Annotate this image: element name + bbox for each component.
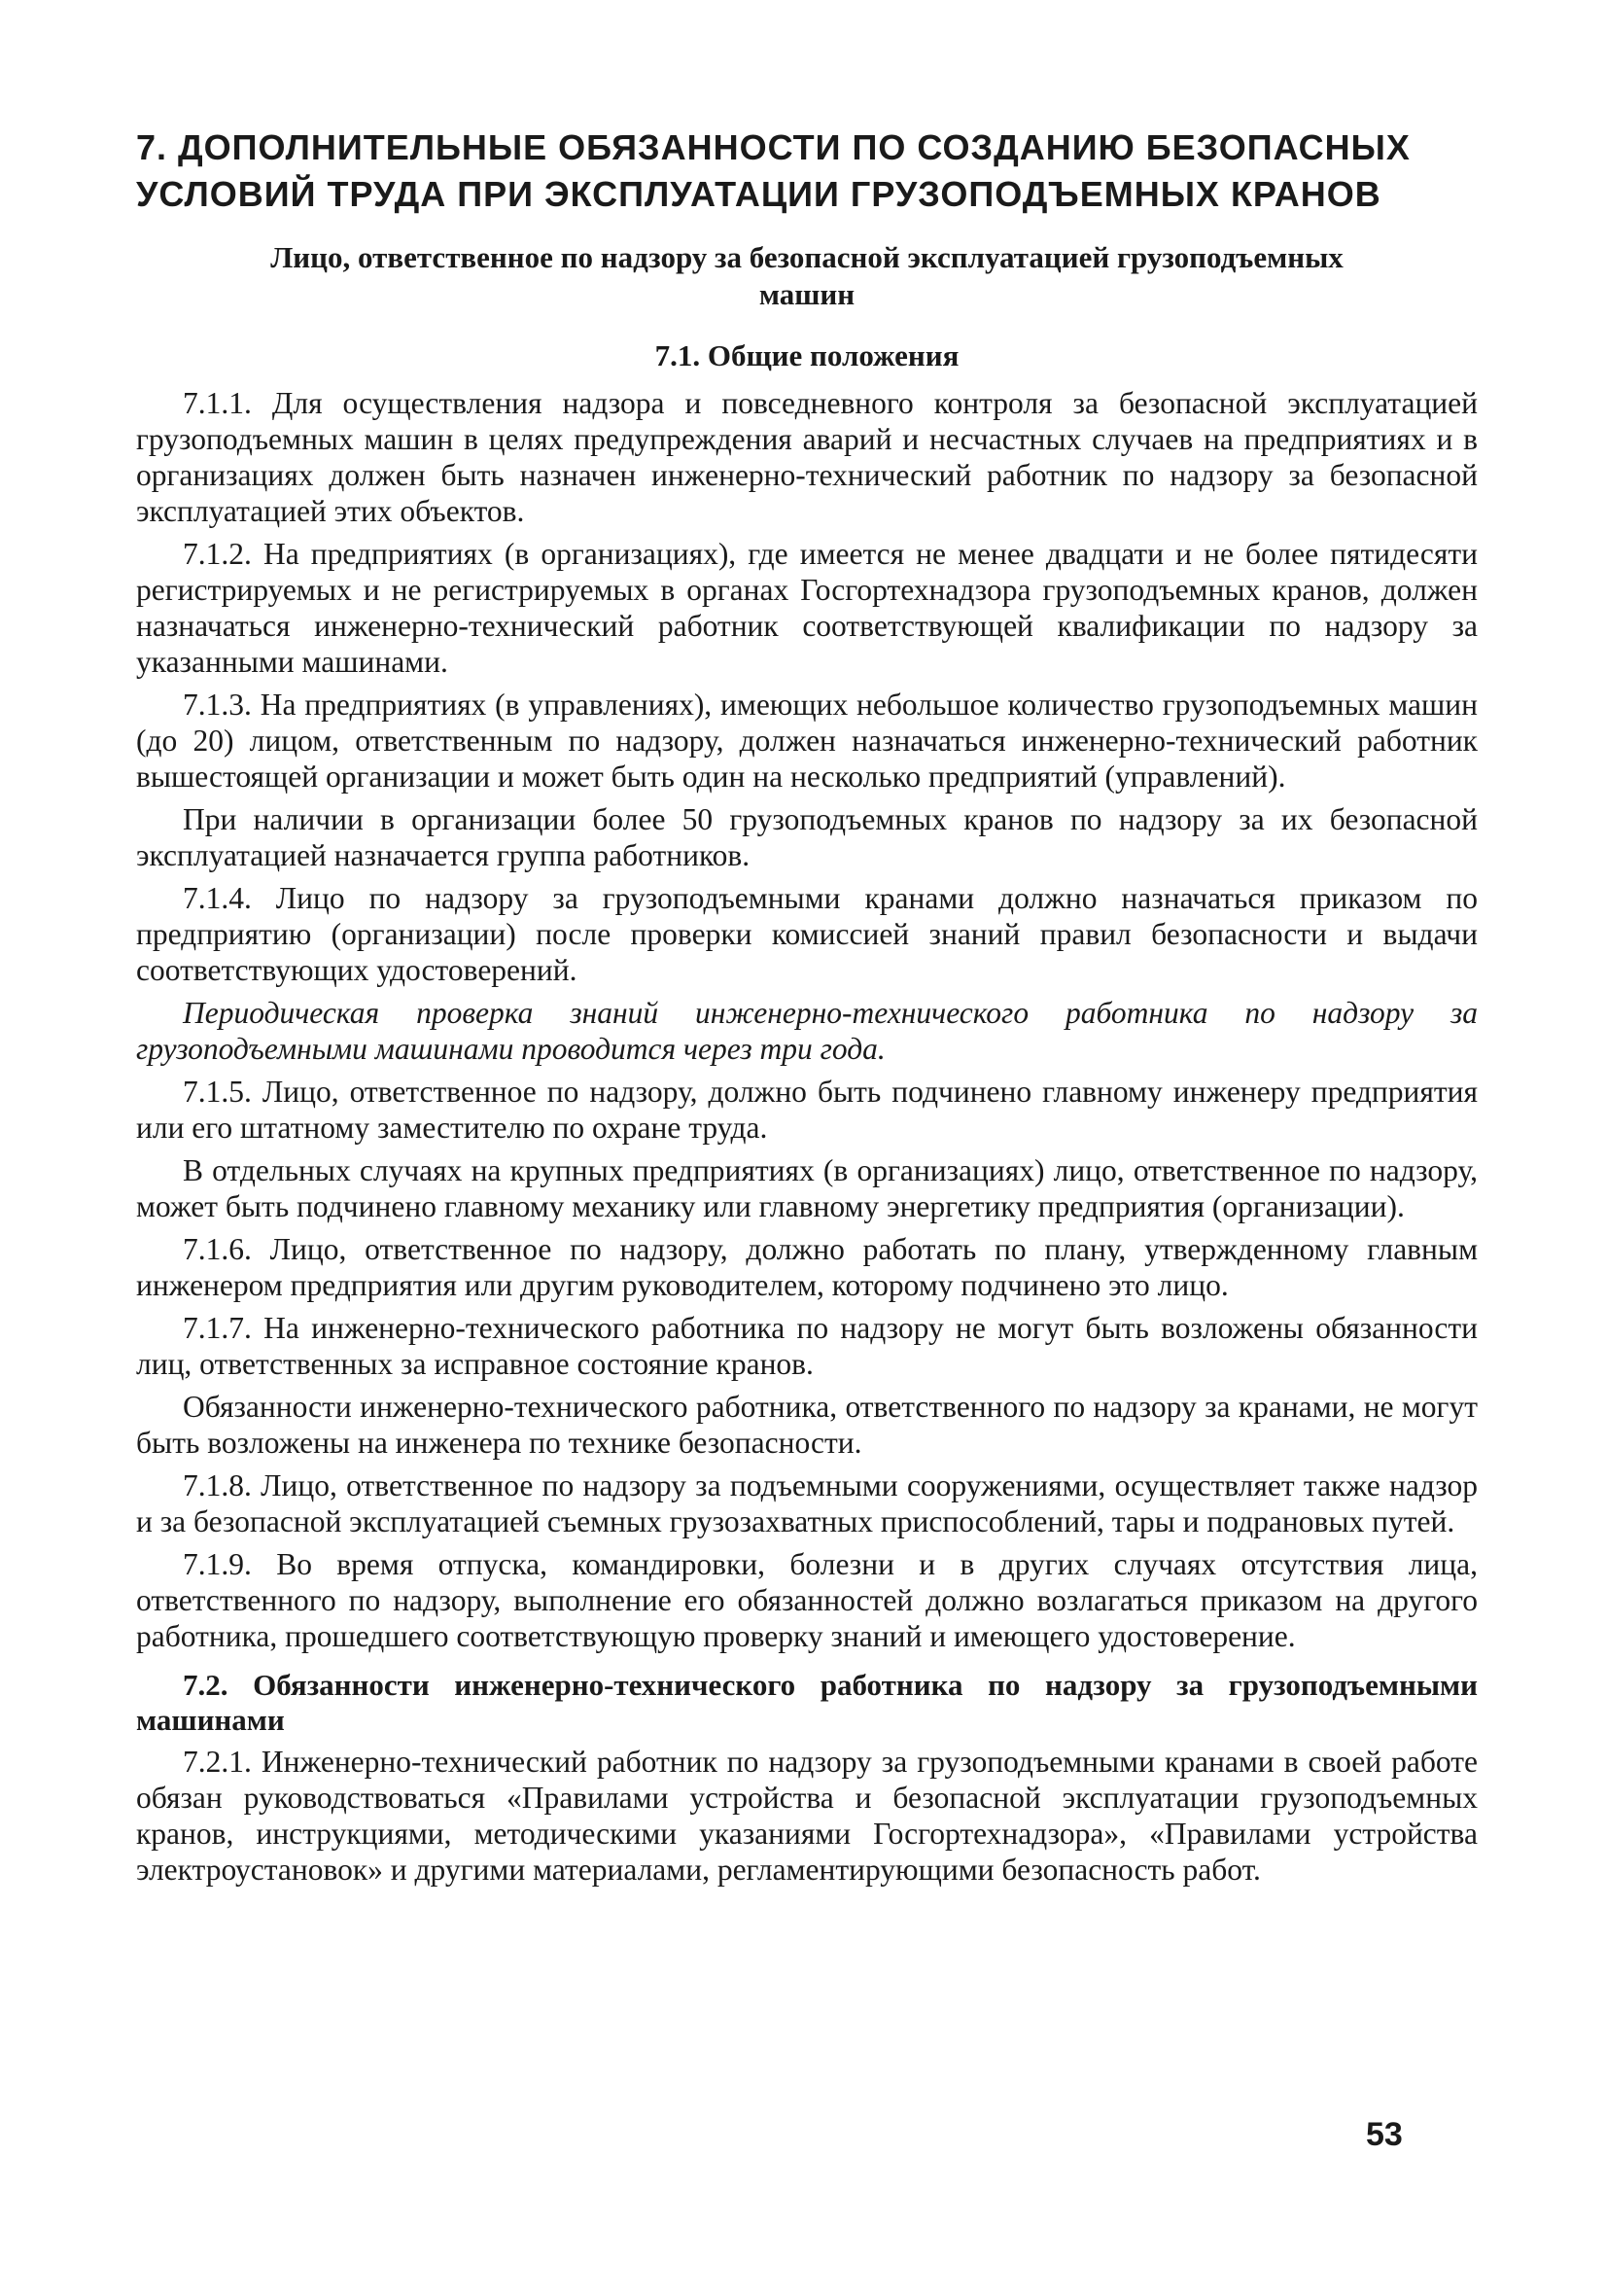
chapter-subtitle-line-1: Лицо, ответственное по надзору за безопасной эксплуатацией грузоподъемных: [270, 240, 1344, 274]
section-heading-7-1: 7.1. Общие положения: [654, 338, 960, 372]
paragraph-7-1-3-continued: При наличии в организации более 50 грузоподъемных кранов по надзору за их безопасной эксплуатацией назначается группа работников.: [136, 802, 1478, 872]
document-page: [136, 124, 1478, 1894]
paragraph-7-1-1: 7.1.1. Для осуществления надзора и повседневного контроля за безопасной эксплуатацией грузоподъемных машин в целях предупреждения аварий и несчастных случаев на предприятиях и в организациях должен быть назначен инженерно-технический работник по надзору за безопасной эксплуатацией этих объектов.: [136, 386, 1478, 528]
paragraph-7-1-4-continued: Периодическая проверка знаний инженерно-технического работника по надзору за грузоподъемными машинами проводится через три года.: [136, 996, 1478, 1066]
chapter-title: [136, 124, 1478, 218]
paragraph-7-1-3: 7.1.3. На предприятиях (в управлениях), имеющих небольшое количество грузоподъемных машин (до 20) лицом, ответственным по надзору, должен назначаться инженерно-технический работник вышестоящей организации и может быть один на несколько предприятий (управлений).: [136, 688, 1478, 794]
paragraph-7-1-5: 7.1.5. Лицо, ответственное по надзору, должно быть подчинено главному инженеру предприятия или его штатному заместителю по охране труда.: [136, 1075, 1478, 1145]
paragraph-7-1-9: 7.1.9. Во время отпуска, командировки, болезни и в других случаях отсутствия лица, ответственного по надзору, выполнение его обязанностей должно возлагаться приказом на другого работника, прошедшего соответствующую проверку знаний и имеющего удостоверение.: [136, 1547, 1478, 1653]
chapter-title-line-2: УСЛОВИЙ ТРУДА ПРИ ЭКСПЛУАТАЦИИ ГРУЗОПОДЪЕМНЫХ КРАНОВ: [136, 174, 1381, 214]
chapter-title-line-1: 7. ДОПОЛНИТЕЛЬНЫЕ ОБЯЗАННОСТИ ПО СОЗДАНИЮ БЕЗОПАСНЫХ: [136, 127, 1411, 167]
paragraph-7-1-4: 7.1.4. Лицо по надзору за грузоподъемными кранами должно назначаться приказом по предприятию (организации) после проверки комиссией знаний правил безопасности и выдачи соответствующих удостоверений.: [136, 881, 1478, 987]
paragraph-7-1-7: 7.1.7. На инженерно-технического работника по надзору не могут быть возложены обязанности лиц, ответственных за исправное состояние кранов.: [136, 1311, 1478, 1381]
section-heading-7-2: 7.2. Обязанности инженерно-технического работника по надзору за грузоподъемными машинами: [136, 1668, 1478, 1737]
chapter-subtitle: [136, 239, 1478, 313]
paragraph-7-1-2: 7.1.2. На предприятиях (в организациях), где имеется не менее двадцати и не более пятидесяти регистрируемых и не регистрируемых в органах Госгортехнадзора грузоподъемных кранов, должен назначаться инженерно-технический работник соответствующей квалификации по надзору за указанными машинами.: [136, 537, 1478, 679]
paragraph-7-1-5-continued: В отдельных случаях на крупных предприятиях (в организациях) лицо, ответственное по надзору, может быть подчинено главному механику или главному энергетику предприятия (организации).: [136, 1153, 1478, 1223]
paragraph-7-1-7-continued: Обязанности инженерно-технического работника, ответственного по надзору за кранами, не могут быть возложены на инженера по технике безопасности.: [136, 1390, 1478, 1460]
paragraph-7-2-1: 7.2.1. Инженерно-технический работник по надзору за грузоподъемными кранами в своей работе обязан руководствоваться «Правилами устройства и безопасной эксплуатации грузоподъемных кранов, инструкциями, методическими указаниями Госгортехнадзора», «Правилами устройства электроустановок» и другими материалами, регламентирующими безопасность работ.: [136, 1745, 1478, 1887]
paragraph-7-1-6: 7.1.6. Лицо, ответственное по надзору, должно работать по плану, утвержденному главным инженером предприятия или другим руководителем, которому подчинено это лицо.: [136, 1232, 1478, 1302]
page-number: 53: [1366, 2116, 1403, 2153]
paragraph-7-1-8: 7.1.8. Лицо, ответственное по надзору за подъемными сооружениями, осуществляет также надзор и за безопасной эксплуатацией съемных грузозахватных приспособлений, тары и подрановых путей.: [136, 1468, 1478, 1538]
chapter-subtitle-line-2: машин: [758, 277, 856, 311]
